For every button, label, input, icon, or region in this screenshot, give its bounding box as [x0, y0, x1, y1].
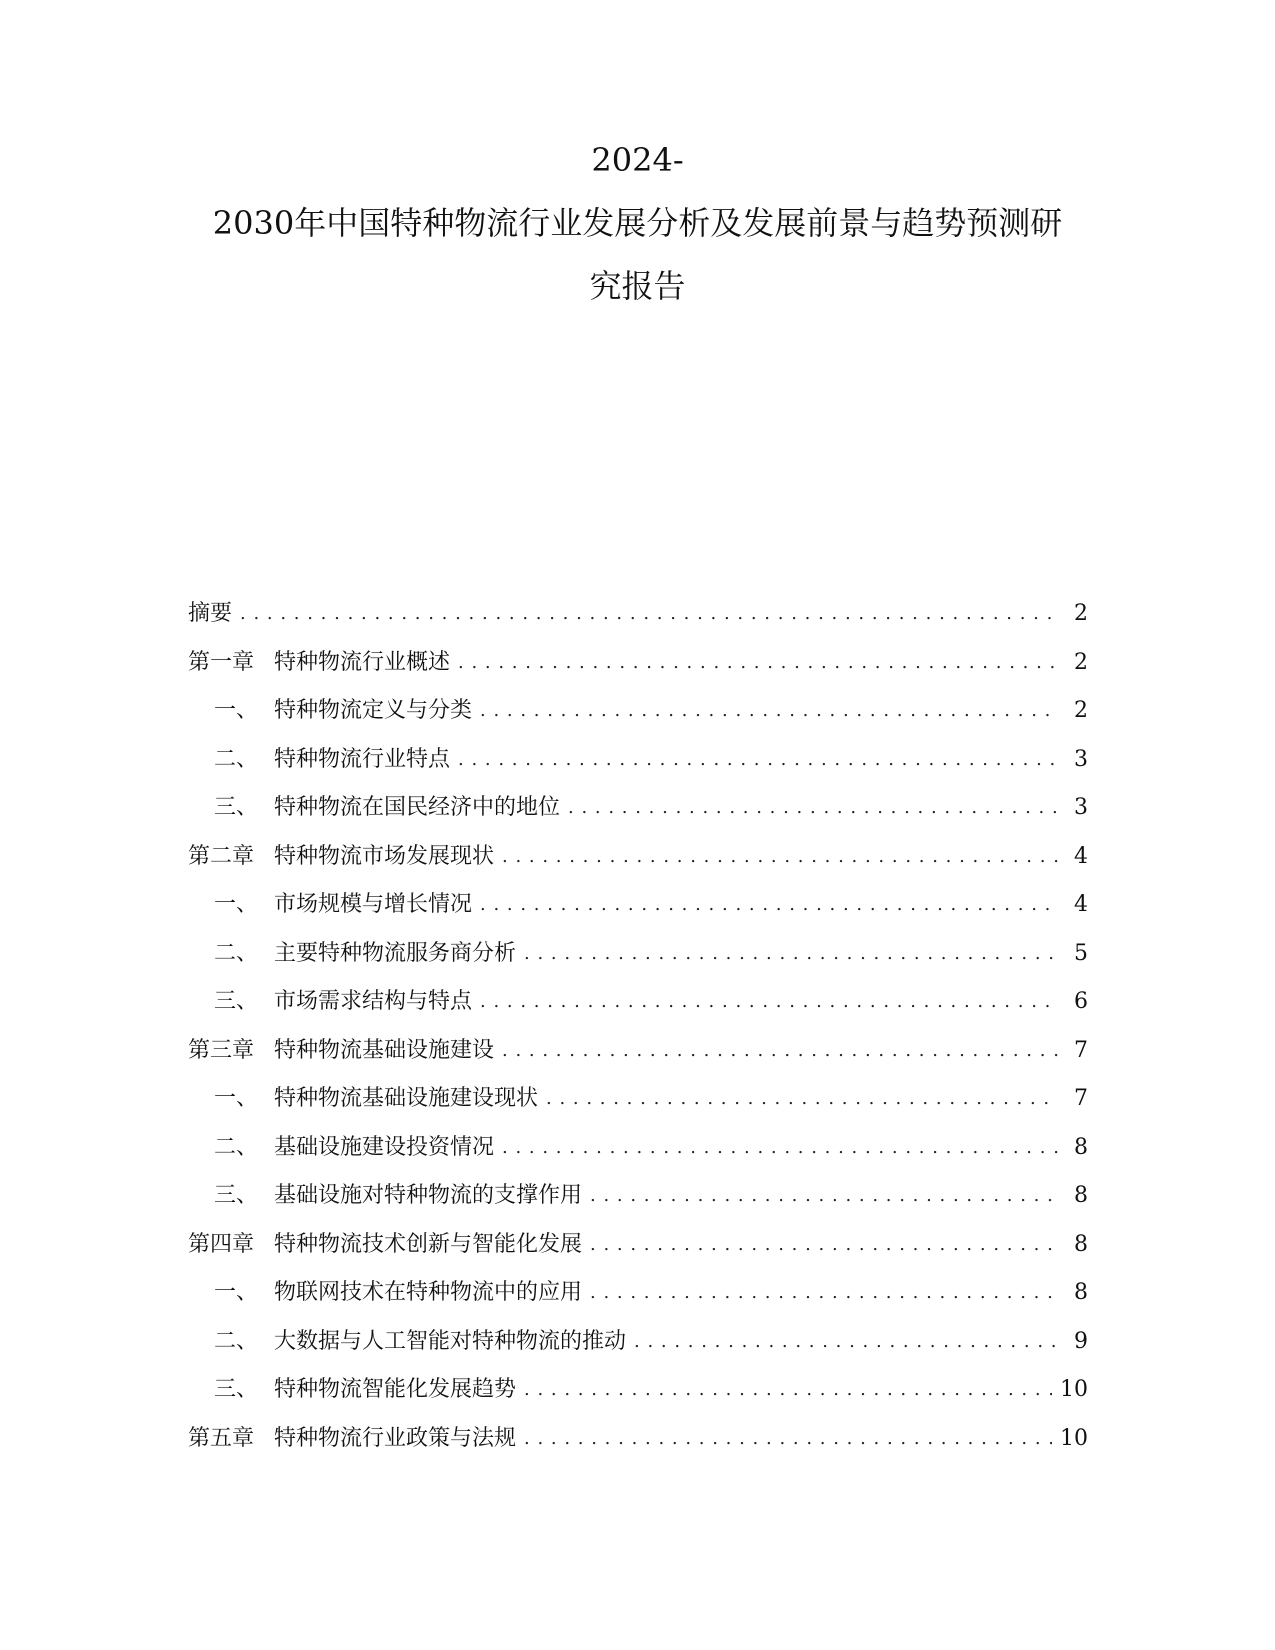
title-line-2: 2030年中国特种物流行业发展分析及发展前景与趋势预测研	[212, 204, 1063, 242]
toc-section-prefix: 二、	[214, 1134, 259, 1160]
toc-page-number: 2	[1074, 649, 1088, 675]
toc-entry-chapter-2[interactable]	[188, 841, 1088, 873]
toc-entry-title: 特种物流在国民经济中的地位	[274, 795, 561, 820]
toc-section-prefix: 一、	[214, 1280, 259, 1305]
toc-entry-section[interactable]	[188, 1132, 1088, 1164]
toc-dot-leader	[590, 1180, 1058, 1212]
toc-section-prefix: 三、	[214, 1377, 259, 1402]
toc-entry-title: 特种物流定义与分类	[274, 698, 473, 723]
toc-section-prefix: 三、	[214, 795, 259, 820]
toc-entry-title: 特种物流智能化发展趋势	[274, 1377, 517, 1402]
title-line-3: 究报告	[589, 267, 686, 305]
toc-chapter-prefix: 第一章	[188, 649, 255, 675]
toc-chapter-prefix: 第四章	[188, 1231, 255, 1257]
toc-page-number: 4	[1074, 843, 1088, 869]
toc-entry-section[interactable]	[188, 1180, 1088, 1212]
toc-entry-section[interactable]	[188, 695, 1088, 727]
toc-entry-section[interactable]	[188, 744, 1088, 776]
toc-section-prefix: 三、	[214, 1183, 259, 1208]
toc-page-number: 5	[1074, 940, 1088, 966]
toc-entry-section[interactable]	[188, 792, 1088, 824]
toc-dot-leader	[546, 1083, 1058, 1115]
toc-dot-leader	[458, 647, 1058, 679]
toc-dot-leader	[240, 598, 1058, 630]
toc-entry-title: 基础设施建设投资情况	[274, 1134, 495, 1160]
toc-page-number: 9	[1074, 1328, 1088, 1354]
document-title	[0, 140, 1275, 329]
toc-entry-section[interactable]	[188, 938, 1088, 970]
toc-entry-title: 特种物流行业特点	[274, 746, 451, 772]
toc-dot-leader	[568, 792, 1058, 824]
toc-dot-leader	[480, 889, 1058, 921]
title-line-1: 2024-	[591, 141, 684, 179]
toc-dot-leader	[502, 1132, 1058, 1164]
toc-entry-title: 物联网技术在特种物流中的应用	[274, 1280, 583, 1305]
toc-page-number: 10	[1060, 1425, 1088, 1451]
toc-page-number: 8	[1074, 1280, 1088, 1305]
toc-dot-leader	[502, 841, 1058, 873]
toc-page-number: 2	[1074, 698, 1088, 723]
toc-chapter-prefix: 第三章	[188, 1037, 255, 1063]
toc-entry-title: 主要特种物流服务商分析	[274, 940, 517, 966]
toc-page-number: 8	[1074, 1134, 1088, 1160]
toc-page-number: 3	[1074, 746, 1088, 772]
toc-page-number: 7	[1074, 1037, 1088, 1063]
toc-entry-title: 摘要	[188, 601, 233, 626]
toc-entry-section[interactable]	[188, 1277, 1088, 1309]
toc-dot-leader	[524, 1423, 1052, 1455]
toc-entry-chapter-3[interactable]	[188, 1035, 1088, 1067]
toc-page-number: 7	[1074, 1086, 1088, 1111]
toc-page-number: 6	[1074, 989, 1088, 1014]
toc-entry-abstract[interactable]	[188, 598, 1088, 630]
toc-entry-title: 市场规模与增长情况	[274, 892, 473, 917]
toc-section-prefix: 一、	[214, 892, 259, 917]
toc-page-number: 8	[1074, 1183, 1088, 1208]
toc-page-number: 3	[1074, 795, 1088, 820]
toc-entry-title: 特种物流技术创新与智能化发展	[274, 1231, 583, 1257]
toc-entry-section[interactable]	[188, 1374, 1088, 1406]
toc-entry-title: 大数据与人工智能对特种物流的推动	[274, 1328, 627, 1354]
toc-dot-leader	[524, 1374, 1052, 1406]
toc-entry-section[interactable]	[188, 1326, 1088, 1358]
toc-page-number: 10	[1060, 1377, 1088, 1402]
toc-entry-title: 特种物流基础设施建设现状	[274, 1086, 539, 1111]
toc-chapter-prefix: 第五章	[188, 1425, 255, 1451]
toc-entry-section[interactable]	[188, 889, 1088, 921]
toc-entry-title: 市场需求结构与特点	[274, 989, 473, 1014]
toc-section-prefix: 三、	[214, 989, 259, 1014]
toc-dot-leader	[590, 1277, 1058, 1309]
toc-entry-title: 基础设施对特种物流的支撑作用	[274, 1183, 583, 1208]
toc-dot-leader	[480, 986, 1058, 1018]
toc-entry-title: 特种物流行业政策与法规	[274, 1425, 517, 1451]
toc-entry-section[interactable]	[188, 986, 1088, 1018]
toc-entry-chapter-5[interactable]	[188, 1423, 1088, 1455]
toc-section-prefix: 一、	[214, 698, 259, 723]
toc-section-prefix: 二、	[214, 746, 259, 772]
toc-section-prefix: 二、	[214, 940, 259, 966]
toc-entry-title: 特种物流基础设施建设	[274, 1037, 495, 1063]
toc-dot-leader	[634, 1326, 1058, 1358]
toc-dot-leader	[458, 744, 1058, 776]
toc-entry-chapter-1[interactable]	[188, 647, 1088, 679]
toc-section-prefix: 一、	[214, 1086, 259, 1111]
toc-dot-leader	[590, 1229, 1058, 1261]
toc-page-number: 8	[1074, 1231, 1088, 1257]
toc-page-number: 2	[1074, 601, 1088, 626]
toc-entry-section[interactable]	[188, 1083, 1088, 1115]
toc-dot-leader	[480, 695, 1058, 727]
toc-entry-title: 特种物流市场发展现状	[274, 843, 495, 869]
toc-chapter-prefix: 第二章	[188, 843, 255, 869]
table-of-contents	[188, 598, 1088, 1471]
toc-dot-leader	[502, 1035, 1058, 1067]
toc-page-number: 4	[1074, 892, 1088, 917]
toc-dot-leader	[524, 938, 1058, 970]
toc-section-prefix: 二、	[214, 1328, 259, 1354]
toc-entry-chapter-4[interactable]	[188, 1229, 1088, 1261]
toc-entry-title: 特种物流行业概述	[274, 649, 451, 675]
